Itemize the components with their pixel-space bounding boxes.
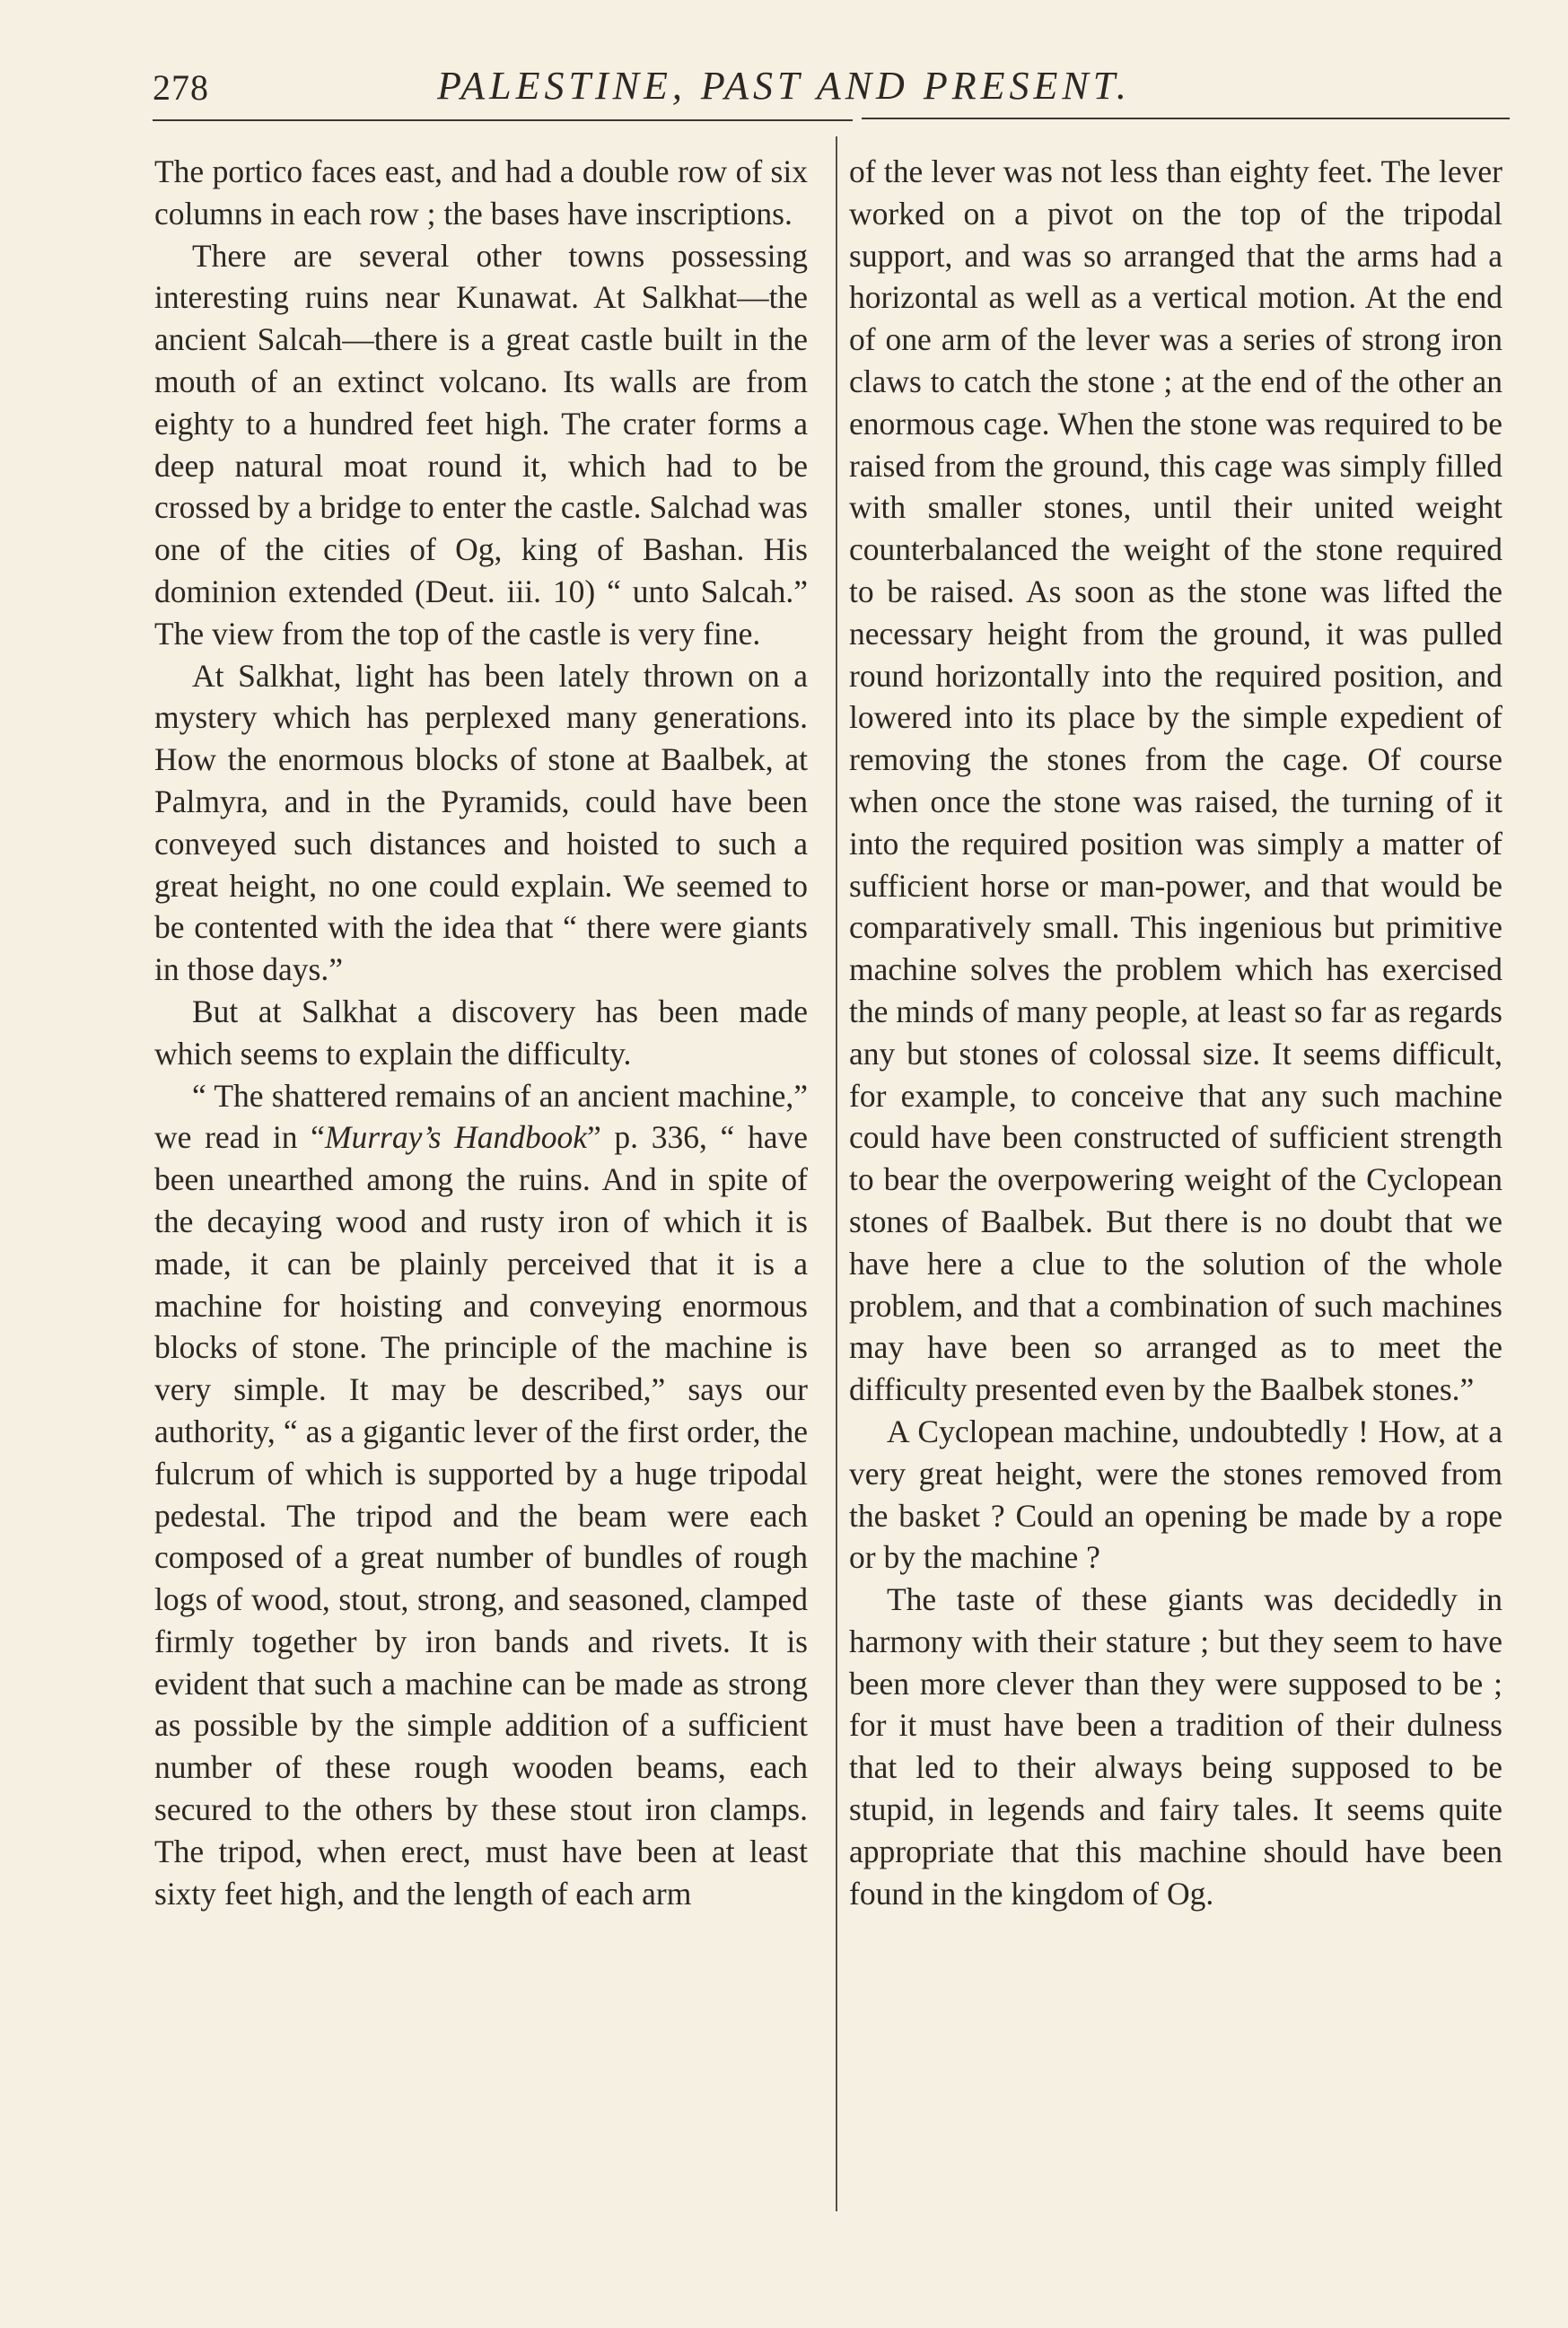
page-header: [0, 54, 1568, 117]
header-rule-right: [862, 118, 1510, 119]
paragraph: At Salkhat, light has been lately thrown on a mystery which has perplexed many generations. How the enormous blocks of stone at Baalbek, at Palmyra, and in the Pyramids, could have been conveyed such distances and hoisted to such a great height, no one could explain. We seemed to be contented with the idea that “ there were giants in those days.”: [154, 657, 808, 988]
paragraph-quotation: [154, 1075, 808, 1915]
book-title-italic: Murray’s Handbook: [324, 1119, 587, 1156]
paragraph: There are several other towns possessing interesting ruins near Kunawat. At Salkhat—the ancient Salcah—there is a great castle built in the mouth of an extinct volcano. Its walls are from eighty to a hundred feet high. The crater forms a deep natural moat round it, which had to be crossed by a bridge to enter the castle. Salchad was one of the cities of Og, king of Bashan. His dominion extended (Deut. iii. 10) “ unto Salcah.” The view from the top of the castle is very fine.: [154, 237, 808, 652]
left-column: [154, 151, 808, 1914]
paragraph: The taste of these giants was decidedly in harmony with their stature ; but they seem to have been more clever than they were supposed to be ; for it must have been a tradition of their dulness that led to their always being supposed to be stupid, in legends and fairy tales. It seems quite appropriate that this machine should have been found in the kingdom of Og.: [849, 1581, 1502, 1912]
paragraph: of the lever was not less than eighty feet. The lever worked on a pivot on the top of the tripodal support, and was so arranged that the arms had a horizontal as well as a vertical motion. At the end of one arm of the lever was a series of strong iron claws to catch the stone ; at the end of the other an enormous cage. When the stone was required to be raised from the ground, this cage was simply filled with smaller stones, until their united weight counterbalanced the weight of the stone required to be raised. As soon as the stone was lifted the necessary height from the ground, it was pulled round horizontally into the required position, and lowered into its place by the simple expedient of removing the stones from the cage. Of course when once the stone was raised, the turning of it into the required position was simply a matter of sufficient horse or man-power, and that would be comparatively small. This ingenious but primitive machine solves the problem which has exercised the minds of many people, at least so far as regards any but stones of colossal size. It seems difficult, for example, to conceive that any such machine could have been constructed of sufficient strength to bear the overpowering weight of the Cyclopean stones of Baalbek. But there is no doubt that we have here a clue to the solution of the whole problem, and that a combination of such machines may have been so arranged as to meet the difficulty presented even by the Baalbek stones.”: [849, 153, 1502, 1408]
right-column: [849, 151, 1502, 1914]
page-number: 278: [153, 67, 209, 108]
paragraph: A Cyclopean machine, undoubtedly ! How, at a very great height, were the stones removed from the basket ? Could an opening be made by a rope or by the machine ?: [849, 1413, 1502, 1576]
text-run: “ The shattered remains of an ancient machine,” we read in “: [154, 1077, 808, 1156]
text-run: ” p. 336, “ have been unearthed among the ruins. And in spite of the decaying wood and rusty iron of which it is made, it can be plainly perceived that it is a machine for hoisting and conveying enormous blocks of stone. The principle of the machine is very simple. It may be described,” says our authority, “ as a gigantic lever of the first order, the fulcrum of which is supported by a huge tripodal pedestal. The tripod and the beam were each composed of a great number of bundles of rough logs of wood, stout, strong, and seasoned, clamped firmly together by iron bands and rivets. It is evident that such a machine can be made as strong as possible by the simple addition of a sufficient number of these rough wooden beams, each secured to the others by these stout iron clamps. The tripod, when erect, must have been at least sixty feet high, and the length of each arm: [154, 1119, 808, 1912]
column-divider: [836, 136, 837, 2211]
paragraph: The portico faces east, and had a double row of six columns in each row ; the bases have inscriptions.: [154, 153, 808, 232]
header-rule-left: [153, 119, 853, 121]
paragraph: But at Salkhat a discovery has been made which seems to explain the difficulty.: [154, 993, 808, 1072]
running-title: PALESTINE, PAST AND PRESENT.: [437, 64, 1131, 108]
